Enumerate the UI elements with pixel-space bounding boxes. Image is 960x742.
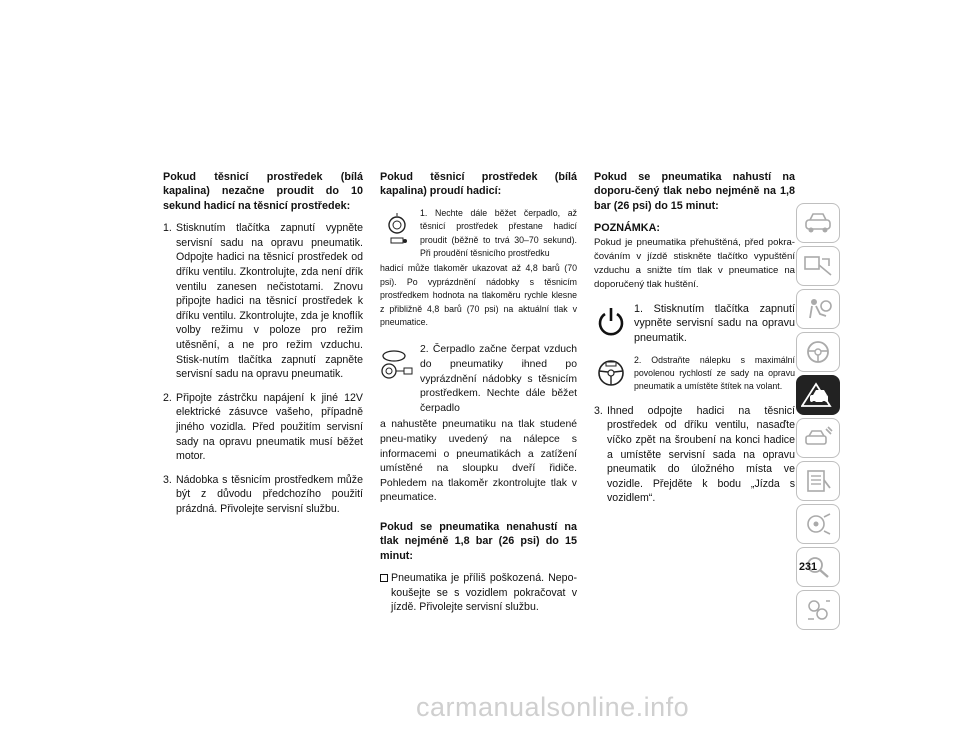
car-front-icon (802, 210, 834, 236)
figure-step-1: 1. Nechte dále běžet čerpadlo, až těsnicí prostředek přestane hadicí proudit (běžně to trvá 30–70 sekund). Při proudění těsnicího prostředku (380, 207, 577, 261)
section-heading: Pokud se pneumatika nahustí na doporu-čený tlak nebo nejméně na 1,8 bar (26 psi) do 15 minut: (594, 171, 795, 212)
tab-warning-lights[interactable] (796, 246, 840, 286)
column-middle: Pokud těsnicí prostředek (bílá kapalina) proudí hadicí: 1. Nechte dále běžet čerpadlo, až těsnicí prostředek přestane hadicí proudit (běžně to trvá 30–70 sekund). Při proudění těsnicího prostředku hadicí může tlakoměr ukazovat až 4,8 barů (70 psi). Po vyprázdnění nádobky s těsnicím prostředkem hodnota na tlakoměru rychle klesne z přibližně 4,8 barů (70 psi) na aktuální tlak v pneumatice. 2. Čerpadlo začne čerpat vzduch do pneumatiky ihned po vyprázdnění nádobky s těsnicím prostředkem. Nechte dále běžet čerpadlo a nahustěte pneumatiku na tlak studené pneu-matiky uvedený na nálepce s informacemi o pneumatikách a zatížení umístěné na sloupku dveří řidiče. Pohledem na tlakoměr zkontrolujte tlak v pneumatice. Pokud se pneumatika nenahustí na tlak nejméně 1,8 bar (26 psi) do 15 minut: Pneumatika je příliš poškozená. Nepo-koušejte se s vozidlem pokračovat v jízdě. Přivolejte servisní službu. (380, 171, 577, 614)
note-text: Pokud je pneumatika přehuštěná, před pokra-čováním v jízdě stiskněte tlačítko vypuštění vzduchu a snižte tím tlak v pneumatice na doporučený tlak huštění. (594, 236, 795, 290)
airbag-icon (802, 296, 834, 322)
tab-service[interactable] (796, 418, 840, 458)
tab-specifications[interactable] (796, 461, 840, 501)
gauge-hose-icon (380, 207, 414, 261)
section-heading: Pokud se pneumatika nenahustí na tlak nejméně 1,8 bar (26 psi) do 15 minut: (380, 521, 577, 562)
warning-lights-icon (802, 253, 834, 279)
steering-wheel-icon (802, 339, 834, 365)
checkbox-bullet-icon (380, 571, 391, 615)
multimedia-icon (802, 511, 834, 537)
column-right (594, 170, 795, 516)
step-list (163, 221, 363, 516)
list-item: 2. Připojte zástrčku napájení k jiné 12V elektrické zásuvce vašeho, případně jiného vozidla. Před použitím servisní sady na opravu pneumatik musí běžet motor. (163, 391, 363, 463)
figure-step-2: 2. Odstraňte nálepku s maximální povolenou rychlostí ze sady na opravu pneumatik a umístěte štítek na volant. (594, 354, 795, 394)
roadside-emergency-icon (801, 381, 835, 409)
steering-wheel-icon (594, 354, 628, 394)
tab-roadside-emergency[interactable] (796, 375, 840, 415)
tab-languages[interactable] (796, 590, 840, 630)
power-icon (594, 302, 628, 346)
list-item: 3. Ihned odpojte hadici na těsnicí prostředek od dříku ventilu, nasaďte víčko zpět na šroubení na konci hadice a umístěte servisní sada na opravu pneumatik do úložného místa ve vozidle. Přejděte k bodu „Jízda s vozidlem“. (594, 404, 795, 505)
column-left (163, 170, 363, 527)
section-heading: Pokud těsnicí prostředek (bílá kapalina) nezačne proudit do 10 sekund hadicí na těsnicí prostředek: (163, 171, 363, 212)
page-number: 231 (799, 561, 818, 573)
tab-car-front[interactable] (796, 203, 840, 243)
tab-multimedia[interactable] (796, 504, 840, 544)
section-heading: Pokud těsnicí prostředek (bílá kapalina) proudí hadicí: (380, 171, 577, 198)
tab-airbag[interactable] (796, 289, 840, 329)
figure-step-1: 1. Stisknutím tlačítka zapnutí vypněte servisní sadu na opravu pneumatik. (594, 302, 795, 346)
specifications-icon (802, 468, 834, 494)
watermark: carmanualsonline.info (416, 692, 690, 722)
note-title: POZNÁMKA: (594, 222, 660, 235)
languages-icon (802, 597, 834, 623)
service-icon (802, 425, 834, 451)
step-list (594, 404, 795, 506)
tab-steering-wheel[interactable] (796, 332, 840, 372)
list-item: Pneumatika je příliš poškozená. Nepo-koušejte se s vozidlem pokračovat v jízdě. Přivolejte servisní službu. (380, 571, 577, 615)
figure-step-2: 2. Čerpadlo začne čerpat vzduch do pneumatiky ihned po vyprázdnění nádobky s těsnicím prostředkem. Nechte dále běžet čerpadlo (380, 343, 577, 416)
list-item: 3. Nádobka s těsnicím prostředkem může být z důvodu předchozího použití prázdná. Přivolejte servisní službu. (163, 473, 363, 515)
compressor-icon (380, 343, 414, 416)
list-item: 1. Stisknutím tlačítka zapnutí vypněte servisní sadu na opravu pneumatik. Odpojte hadici na těsnicí prostředek od dříku ventilu. Zkontrolujte, zda není dřík ventilu zanesen nečistotami. Znovu připojte hadici na těsnicí prostředek k dříku ventilu. Zkontrolujte, zda je knoflík volby režimu v poloze pro režim utěsnění, a ne pro režim vzduchu. Stisk-nutím tlačítka zapnutí zapněte servisní sadu na opravu pneumatik. (163, 222, 363, 381)
